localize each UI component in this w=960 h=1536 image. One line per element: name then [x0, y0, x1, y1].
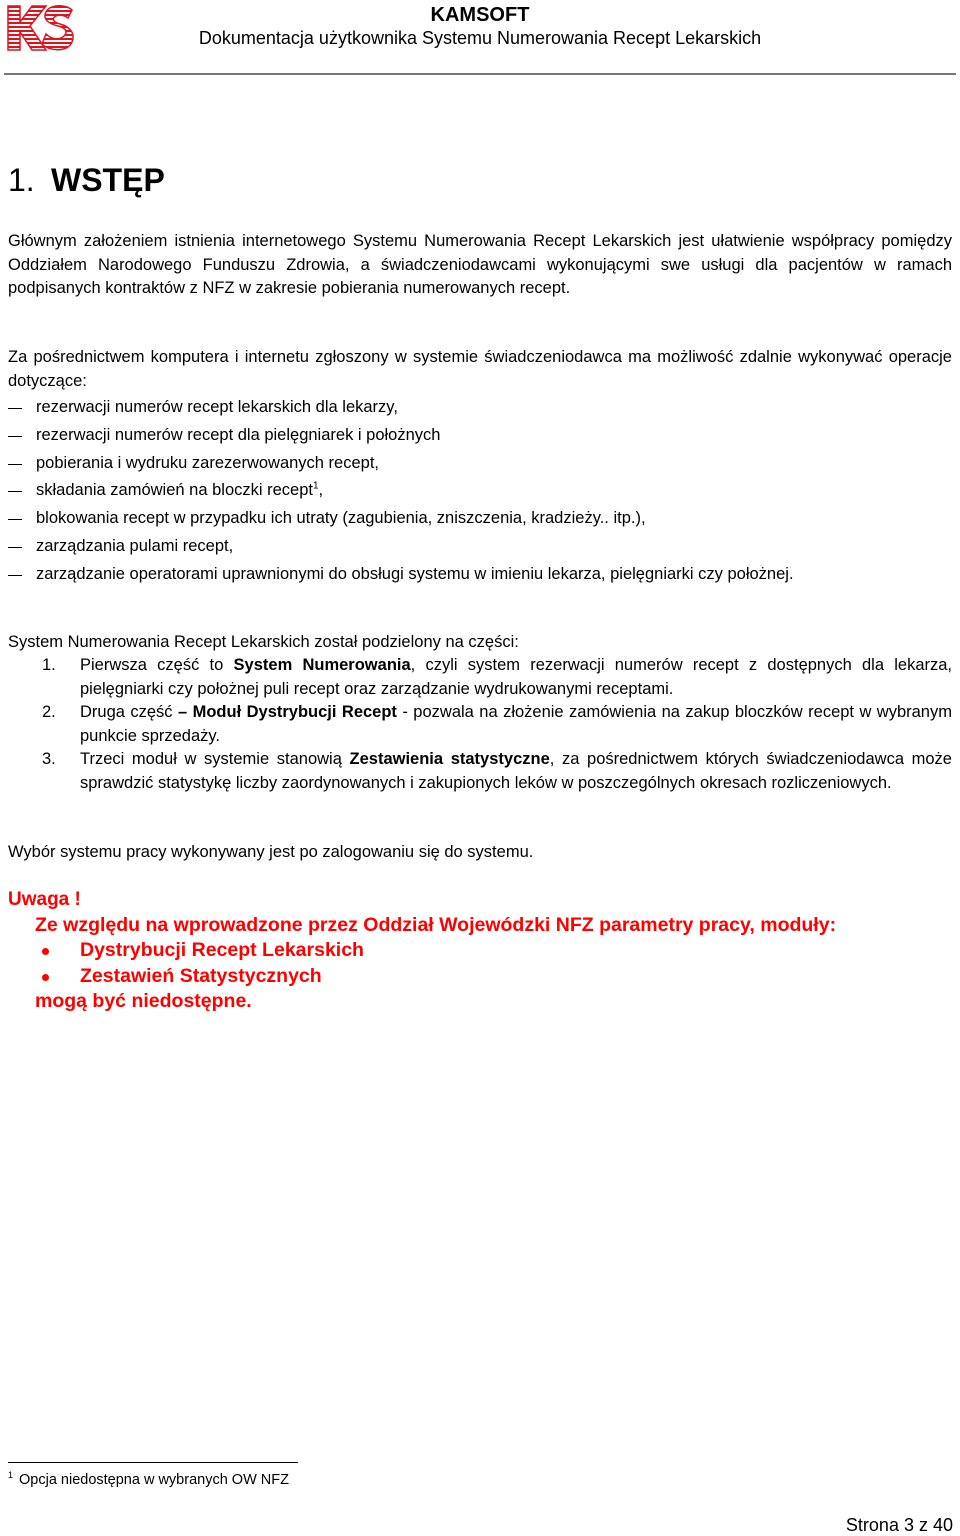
list-item-suffix: ,: [318, 481, 324, 500]
list-item-text: - pozwala na złożenie zamówienia na zakup bloczków recept w wybranym punkcie sprzedaży.: [80, 703, 952, 745]
work-choice-paragraph: Wybór systemu pracy wykonywany jest po zalogowaniu się do systemu.: [8, 843, 534, 861]
header-company: KAMSOFT: [430, 4, 530, 26]
list-number: 3.: [42, 750, 56, 768]
list-item-bold: System Numerowania: [233, 656, 411, 674]
list-item-text: zarządzania pulami recept,: [36, 536, 234, 555]
list-item-text: składania zamówień na bloczki recept: [36, 481, 313, 500]
list-item-bold: Zestawienia statystyczne: [349, 750, 550, 768]
section-number: 1.: [8, 162, 35, 198]
list-item: [35, 938, 364, 964]
list-item: [35, 964, 364, 990]
parts-list: [8, 654, 952, 795]
list-item: [8, 563, 952, 587]
warning-text: Ze względu na wprowadzone przez Oddział Wojewódzki NFZ parametry pracy, moduły:: [35, 914, 837, 936]
page-number: Strona 3 z 40: [845, 1515, 953, 1535]
section-title: WSTĘP: [51, 162, 165, 198]
header-divider: [4, 73, 956, 75]
operations-intro: Za pośrednictwem komputera i internetu zgłoszony w systemie świadczeniodawca ma możliwość zdalnie wykonywać operacje dotyczące:: [8, 348, 952, 390]
warning-modules-list: [35, 938, 364, 989]
list-item: [8, 748, 952, 795]
footnote-ref: 1: [312, 480, 319, 492]
list-item-text: zarządzanie operatorami uprawnionymi do obsługi systemu w imieniu lekarza, pielęgniarki czy położnej.: [36, 564, 794, 583]
list-item-text: rezerwacji numerów recept dla pielęgniarek i położnych: [36, 425, 441, 444]
list-item-bold: – Moduł Dystrybucji Recept: [178, 703, 397, 721]
list-item: [8, 535, 952, 559]
warning-label: Uwaga !: [8, 889, 81, 910]
list-item-text: Zestawień Statystycznych: [80, 964, 322, 987]
footnote-divider: [8, 1462, 298, 1463]
list-item-text: Pierwsza część to: [80, 656, 234, 674]
footnote-text: Opcja niedostępna w wybranych OW NFZ: [19, 1472, 289, 1488]
list-item-text: Trzeci moduł w systemie stanowią: [80, 750, 350, 768]
header-doc-title: Dokumentacja użytkownika Systemu Numerowania Recept Lekarskich: [198, 28, 762, 48]
list-item: [8, 424, 952, 448]
footnote: [8, 1470, 289, 1490]
list-number: 1.: [42, 656, 56, 674]
section-heading: [8, 160, 165, 200]
list-item: [8, 507, 952, 531]
parts-intro: System Numerowania Recept Lekarskich został podzielony na części:: [8, 633, 519, 651]
list-item: [8, 479, 952, 503]
list-item-text: rezerwacji numerów recept lekarskich dla lekarzy,: [36, 398, 398, 416]
intro-paragraph: Głównym założeniem istnienia internetowego Systemu Numerowania Recept Lekarskich jest ułatwienie współpracy pomiędzy Oddziałem Narodowego Funduszu Zdrowia, a świadczeniodawcami wykonującymi swe usługi dla pacjentów w ramach podpisanych kontraktów z NFZ w zakresie pobierania numerowanych recept.: [8, 232, 952, 297]
list-item: [8, 701, 952, 748]
list-item-text: , czyli system rezerwacji numerów recept z dostępnych dla lekarza, pielęgniarki czy położnej puli recept oraz zarządzanie wydrukowanymi receptami.: [80, 656, 953, 698]
list-item: [8, 654, 952, 701]
footnote-number: 1: [8, 1470, 14, 1481]
list-item-text: Dystrybucji Recept Lekarskich: [80, 939, 364, 961]
operations-list: [8, 396, 952, 591]
bullet-dot-icon: [42, 974, 49, 981]
list-item-text: , za pośrednictwem których świadczeniodawca może sprawdzić statystykę liczby zaordynowanych i zakupionych leków w poszczególnych okresach rozliczeniowych.: [80, 750, 952, 792]
list-item-text: blokowania recept w przypadku ich utraty (zagubienia, zniszczenia, kradzieży.. itp.),: [36, 509, 646, 528]
list-number: 2.: [42, 703, 56, 721]
list-item-text: Druga część: [80, 703, 178, 721]
list-item-text: pobierania i wydruku zarezerwowanych recept,: [36, 453, 380, 472]
list-item: [8, 396, 952, 420]
bullet-dot-icon: [42, 948, 49, 955]
list-item: [8, 452, 952, 476]
warning-tail: mogą być niedostępne.: [35, 990, 252, 1012]
